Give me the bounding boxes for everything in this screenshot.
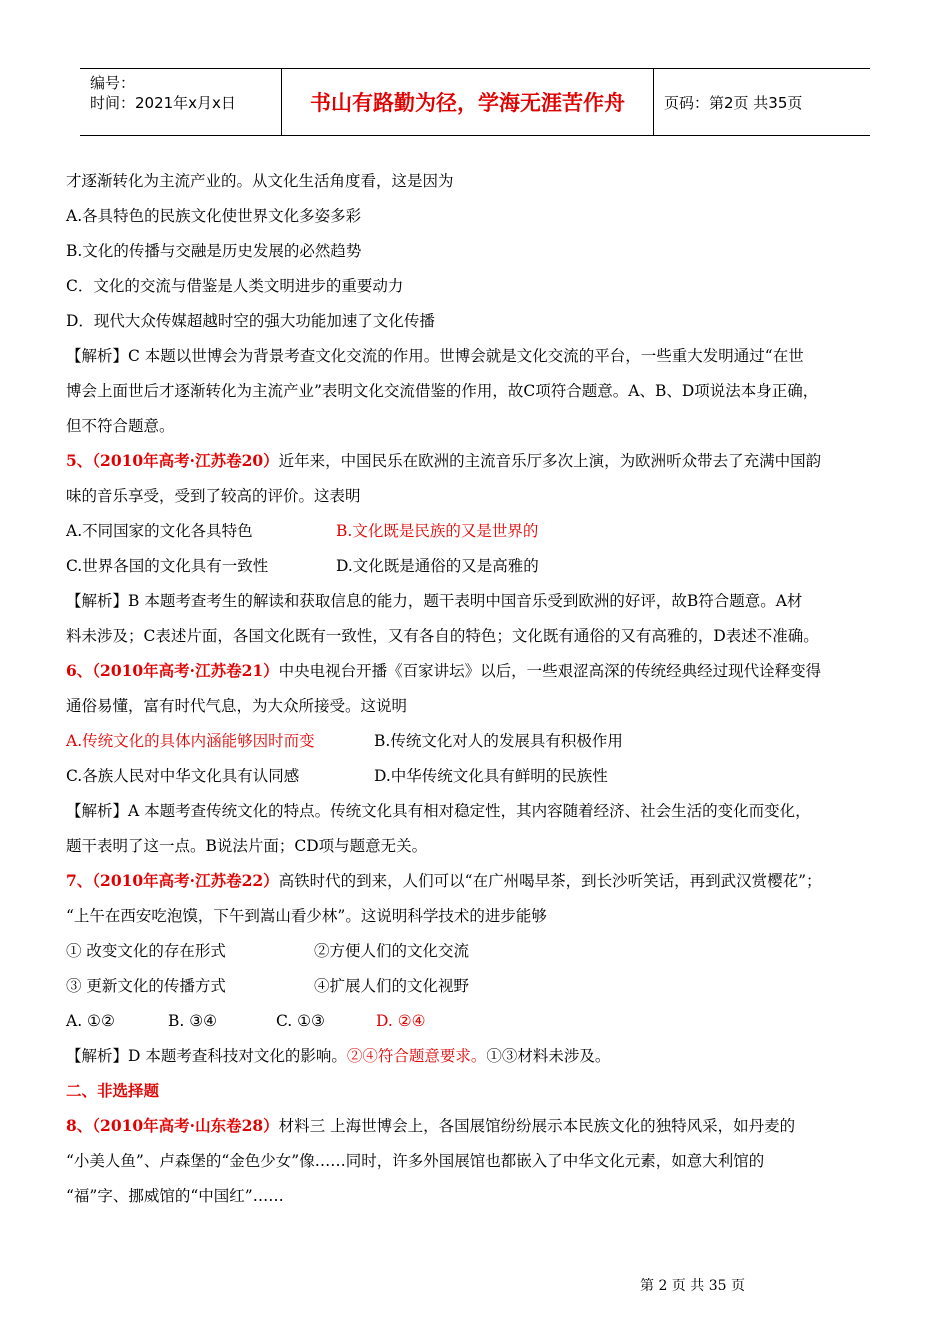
q8-stem-text: 材料三 上海世博会上，各国展馆纷纷展示本民族文化的独特风采，如丹麦的 [278, 1117, 796, 1135]
q8-stem-1 [66, 1113, 888, 1148]
q4-stem-cont: 才逐渐转化为主流产业的。从文化生活角度看，这是因为 [66, 172, 454, 190]
q7-explanation-c: ①③材料未涉及。 [486, 1047, 611, 1065]
q7-explanation-b: ②④符合题意要求。 [346, 1047, 487, 1065]
q7-item-2: ②方便人们的文化交流 [314, 942, 470, 960]
q5-option-a: A.不同国家的文化各具特色 [66, 522, 253, 540]
header-page-label: 页码：第2页 共35页 [664, 93, 803, 112]
q5-options-ab [66, 518, 888, 553]
q7-tag: 7、（2010年高考·江苏卷22） [66, 871, 279, 890]
q7-option-a: A. ①② [66, 1012, 115, 1030]
q7-stem-1 [66, 868, 888, 903]
q7-option-b: B. ③④ [168, 1012, 218, 1030]
q4-explanation-2: 博会上面世后才逐渐转化为主流产业”表明文化交流借鉴的作用，故C项符合题意。A、B、D项说法本身正确， [66, 382, 819, 400]
header-motto: 书山有路勤为径，学海无涯苦作舟 [282, 69, 654, 135]
q6-stem-1 [66, 658, 888, 693]
q7-option-d: D. ②④ [376, 1012, 426, 1030]
q7-stem-2: “上午在西安吃泡馍，下午到嵩山看少林”。这说明科学技术的进步能够 [66, 907, 547, 925]
q8-stem-2: “小美人鱼”、卢森堡的“金色少女”像……同时，许多外国展馆也都嵌入了中华文化元素，如意大利馆的 [66, 1152, 765, 1170]
q6-explanation-2: 题干表明了这一点。B说法片面；CD项与题意无关。 [66, 837, 428, 855]
q6-tag: 6、（2010年高考·江苏卷21） [66, 661, 279, 680]
q4-explanation-3: 但不符合题意。 [66, 417, 175, 435]
q8-stem-3: “福”字、挪威馆的“中国红”…… [66, 1187, 284, 1205]
q7-item-1: ① 改变文化的存在形式 [66, 942, 226, 960]
q4-option-d: D．现代大众传媒超越时空的强大功能加速了文化传播 [66, 312, 435, 330]
q5-options-cd [66, 553, 888, 588]
q5-option-c: C.世界各国的文化具有一致性 [66, 557, 269, 575]
q7-explanation-a: 【解析】D 本题考查科技对文化的影响。 [66, 1047, 347, 1065]
q6-options-ab [66, 728, 888, 763]
q5-stem-1 [66, 448, 888, 483]
q5-option-b: B.文化既是民族的又是世界的 [336, 522, 539, 540]
q7-item-4: ④扩展人们的文化视野 [314, 977, 470, 995]
page-footer: 第 2 页 共 35 页 [640, 1278, 745, 1294]
q7-options [66, 1008, 888, 1043]
q5-stem-text: 近年来，中国民乐在欧洲的主流音乐厅多次上演，为欧洲听众带去了充满中国韵 [278, 452, 822, 470]
q5-explanation-2: 料未涉及；C表述片面，各国文化既有一致性，又有各自的特色；文化既有通俗的又有高雅的，D表述不准确。 [66, 627, 819, 645]
page-header [80, 68, 870, 136]
q5-tag: 5、（2010年高考·江苏卷20） [66, 451, 279, 470]
q6-option-a: A.传统文化的具体内涵能够因时而变 [66, 732, 315, 750]
header-meta [80, 69, 282, 135]
q7-item-3: ③ 更新文化的传播方式 [66, 977, 226, 995]
q6-option-c: C.各族人民对中华文化具有认同感 [66, 767, 300, 785]
q7-option-c: C. ①③ [276, 1012, 325, 1030]
q4-option-a: A.各具特色的民族文化使世界文化多姿多彩 [66, 207, 362, 225]
q6-stem-2: 通俗易懂，富有时代气息，为大众所接受。这说明 [66, 697, 408, 715]
q6-stem-text: 中央电视台开播《百家讲坛》以后，一些艰涩高深的传统经典经过现代诠释变得 [278, 662, 822, 680]
q4-option-c: C．文化的交流与借鉴是人类文明进步的重要动力 [66, 277, 404, 295]
q7-items-12 [66, 938, 888, 973]
q7-stem-text: 高铁时代的到来，人们可以“在广州喝早茶，到长沙听笑话，再到武汉赏樱花”； [278, 872, 822, 890]
q7-explanation [66, 1043, 888, 1078]
q6-option-b: B.传统文化对人的发展具有积极作用 [374, 732, 623, 750]
q5-explanation-1: 【解析】B 本题考查考生的解读和获取信息的能力，题干表明中国音乐受到欧洲的好评，故B符合题意。A材 [66, 592, 803, 610]
q5-stem-2: 味的音乐享受，受到了较高的评价。这表明 [66, 487, 361, 505]
q6-option-d: D.中华传统文化具有鲜明的民族性 [374, 767, 608, 785]
q4-option-b: B.文化的传播与交融是历史发展的必然趋势 [66, 242, 362, 260]
section-heading-nonchoice: 二、非选择题 [66, 1081, 160, 1100]
q5-option-d: D.文化既是通俗的又是高雅的 [336, 557, 539, 575]
number-label: 编号： [90, 74, 136, 92]
q8-tag: 8、（2010年高考·山东卷28） [66, 1116, 279, 1135]
q6-options-cd [66, 763, 888, 798]
q7-items-34 [66, 973, 888, 1008]
date-label: 时间：2021年x月x日 [90, 94, 236, 112]
document-body [66, 168, 888, 1218]
q6-explanation-1: 【解析】A 本题考查传统文化的特点。传统文化具有相对稳定性，其内容随着经济、社会生活的变化而变化， [66, 802, 811, 820]
q4-explanation-1: 【解析】C 本题以世博会为背景考查文化交流的作用。世博会就是文化交流的平台，一些重大发明通过“在世 [66, 347, 804, 365]
